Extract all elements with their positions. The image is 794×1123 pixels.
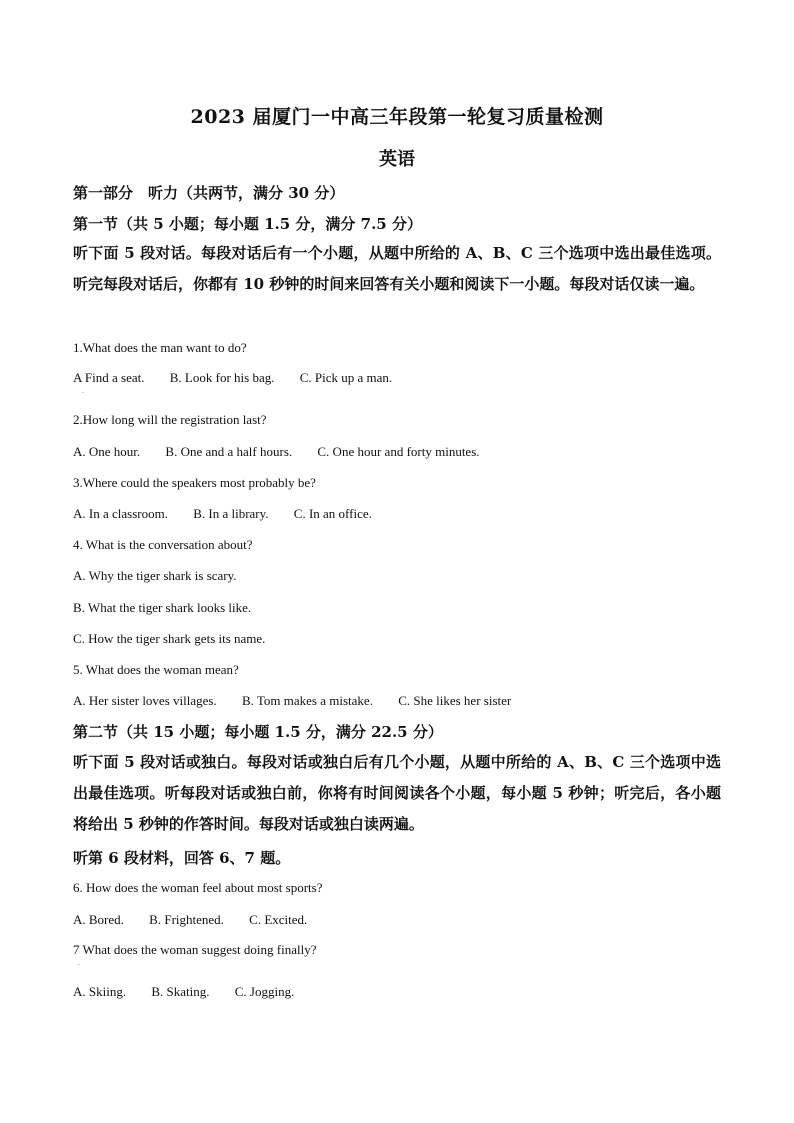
option-c: C. Pick up a man. [299, 370, 393, 385]
section2-instructions: 听下面 5 段对话或独白。每段对话或独白后有几个小题，从题中所给的 A、B、C 三个选项中选出最佳选项。听每段对话或独白前，你将有时间阅读各个小题，每小题 5 秒钟；听完后，各小题将给出 5 秒钟的作答时间。每段对话或独白读两遍。 [73, 753, 721, 833]
option-a: A. Bored. [73, 912, 124, 927]
option-a: A. In a classroom. [73, 506, 168, 521]
stray-mark: . [82, 388, 84, 395]
question-6: 6. How does the woman feel about most sports? [73, 880, 323, 895]
option-c: C. Excited. [249, 912, 308, 927]
option-b: B. Skating. [151, 984, 210, 999]
option-b: B. What the tiger shark looks like. [73, 600, 252, 615]
option-b: B. Look for his bag. [169, 370, 275, 385]
option-b: B. Frightened. [149, 912, 224, 927]
option-a: A. Her sister loves villages. [73, 693, 217, 708]
option-b: B. In a library. [193, 506, 269, 521]
option-a: A. One hour. [73, 444, 141, 459]
question-6-options [73, 912, 329, 928]
subject-title: 英语 [379, 149, 415, 170]
option-c: C. Jogging. [234, 984, 295, 999]
part1-heading: 第一部分 听力（共两节，满分 30 分） [73, 184, 345, 202]
section1-heading: 第一节（共 5 小题；每小题 1.5 分，满分 7.5 分） [73, 215, 422, 233]
option-b: B. One and a half hours. [165, 444, 293, 459]
option-a: A. Why the tiger shark is scary. [73, 568, 237, 583]
question-3-options [73, 506, 394, 522]
question-5: 5. What does the woman mean? [73, 662, 239, 677]
section1-instructions: 听下面 5 段对话。每段对话后有一个小题，从题中所给的 A、B、C 三个选项中选出最佳选项。听完每段对话后，你都有 10 秒钟的时间来回答有关小题和阅读下一小题。每段对话仅读一遍。 [73, 244, 721, 293]
section2-heading: 第二节（共 15 小题；每小题 1.5 分，满分 22.5 分） [73, 723, 443, 741]
material-heading: 听第 6 段材料，回答 6、7 题。 [73, 849, 291, 867]
option-c: C. One hour and forty minutes. [317, 444, 480, 459]
question-2-options [73, 444, 502, 460]
stray-mark: . [78, 960, 80, 967]
question-2: 2.How long will the registration last? [73, 412, 267, 427]
question-5-options [73, 693, 533, 709]
option-a: A. Skiing. [73, 984, 127, 999]
question-7-options [73, 984, 316, 1000]
page-title: 2023 届厦门一中高三年段第一轮复习质量检测 [190, 106, 604, 128]
option-a: A Find a seat. [73, 370, 145, 385]
option-c: C. In an office. [293, 506, 372, 521]
option-c: C. She likes her sister [398, 693, 512, 708]
question-1: 1.What does the man want to do? [73, 340, 247, 355]
question-4: 4. What is the conversation about? [73, 537, 253, 552]
option-c: C. How the tiger shark gets its name. [73, 631, 266, 646]
option-b: B. Tom makes a mistake. [241, 693, 373, 708]
question-1-options [73, 370, 414, 386]
question-7: 7 What does the woman suggest doing finally? [73, 942, 317, 957]
question-3: 3.Where could the speakers most probably be? [73, 475, 316, 490]
